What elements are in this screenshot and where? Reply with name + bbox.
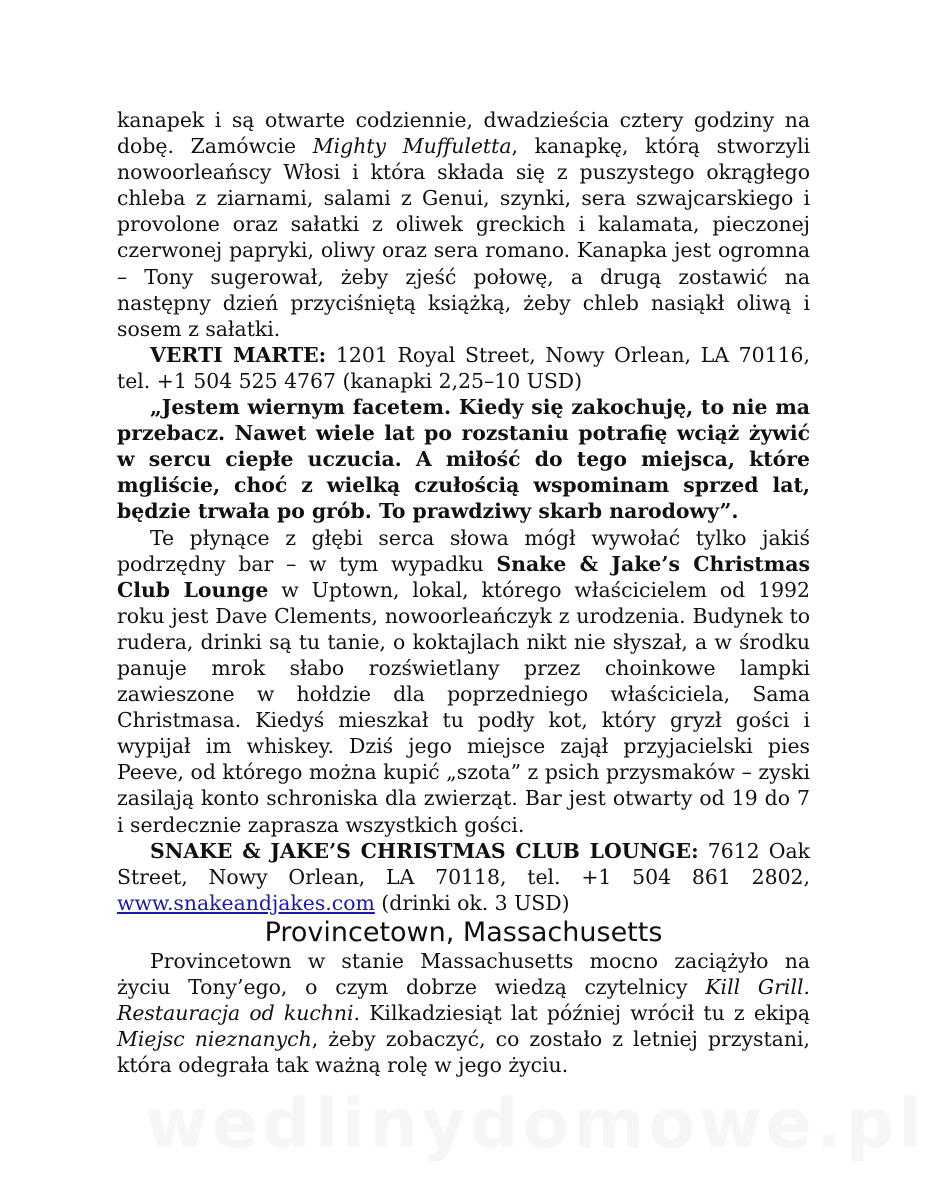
paragraph-snake-jakes <box>117 525 810 838</box>
price-note: (drinki ok. 3 USD) <box>374 890 570 915</box>
book-page <box>117 107 810 1078</box>
paragraph-text: w Uptown, lokal, którego właścicielem od 1992 roku jest Dave Clements, nowoorleańczyk z urodzenia. Budynek to rudera, drinki są tu tanie, o koktajlach nikt nie słyszał, a w środku panuje mrok słabo rozświetlany przez choinkowe lampki zawieszone w hołdzie dla poprzedniego właściciela, Sama Christmasa. Kiedyś mieszkał tu podły kot, który gryzł gości i wypijał im whiskey. Dziś jego miejsce zajął przyjacielski pies Peeve, od którego można kupić „szota” z psich przysmaków – zyski zasilają konto schroniska dla zwierząt. Bar jest otwarty od 19 do 7 i serdecznie zaprasza wszystkich gości. <box>117 577 810 837</box>
website-link[interactable]: www.snakeandjakes.com <box>117 890 375 915</box>
quote-paragraph <box>117 394 810 524</box>
paragraph-text: , kanapkę, którą stworzyli nowoorleańscy Włosi i która składa się z puszystego okrągłego chleba z ziarnami, salami z Genui, szynki, sera szwajcarskiego i provolone oraz sałatki z oliwek greckich i kalamata, pieczonej czerwonej papryki, oliwy oraz sera romano. Kanapka jest ogromna – Tony sugerował, żeby zjeść połowę, a drugą zostawić na następny dzień przyciśniętą książką, żeby chleb nasiąkł oliwą i sosem z sałatki. <box>117 134 811 341</box>
quote-text: „Jestem wiernym facetem. Kiedy się zakochuję, to nie ma przebacz. Nawet wiele lat po rozstaniu potrafię wciąż żywić w sercu ciepłe uczucia. A miłość do tego miejsca, które mgliście, choć z wielką czułością wspominam sprzed lat, będzie trwała po grób. To prawdziwy skarb narodowy”. <box>117 395 810 524</box>
venue-name: SNAKE & JAKE’S CHRISTMAS CLUB LOUNGE: <box>150 838 699 863</box>
paragraph-text: Provincetown w stanie Massachusetts mocno zaciążyło na życiu Tony’ego, o czym dobrze wiedzą czytelnicy <box>117 948 810 999</box>
show-title: Miejsc nieznanych <box>117 1027 312 1052</box>
watermark: wedlinydomowe.pl <box>145 1085 926 1164</box>
venue-address: 7612 Oak Street, Nowy Orlean, LA 70118, tel. +1 504 861 2802, <box>117 838 811 889</box>
paragraph-text: kanapek i są otwarte codziennie, dwadzieścia cztery godziny na dobę. Zamówcie <box>117 108 810 159</box>
paragraph-muffuletta <box>117 107 810 342</box>
paragraph-provincetown <box>117 948 810 1078</box>
section-heading: Provincetown, Massachusetts <box>264 916 663 948</box>
venue-name: Snake & Jake’s Christmas Club Lounge <box>117 551 810 602</box>
paragraph-text: , żeby zobaczyć, co zostało z letniej przystani, która odegrała tak ważną rolę w jego życiu. <box>117 1027 810 1078</box>
paragraph-text: Te płynące z głębi serca słowa mógł wywołać tylko jakiś podrzędny bar – w tym wypadku <box>117 525 810 576</box>
venue-name: VERTI MARTE: <box>150 342 327 367</box>
book-title: Kill Grill. Restauracja od kuchni <box>117 975 810 1026</box>
paragraph-text: . Kilkadziesiąt lat później wrócił tu z ekipą <box>353 1001 810 1026</box>
venue-address: 1201 Royal Street, Nowy Orlean, LA 70116, tel. +1 504 525 4767 (kanapki 2,25–10 USD) <box>117 342 811 393</box>
sandwich-name: Mighty Muffuletta <box>312 134 512 159</box>
address-snake-jakes <box>117 838 810 916</box>
address-verti-marte <box>117 342 810 394</box>
